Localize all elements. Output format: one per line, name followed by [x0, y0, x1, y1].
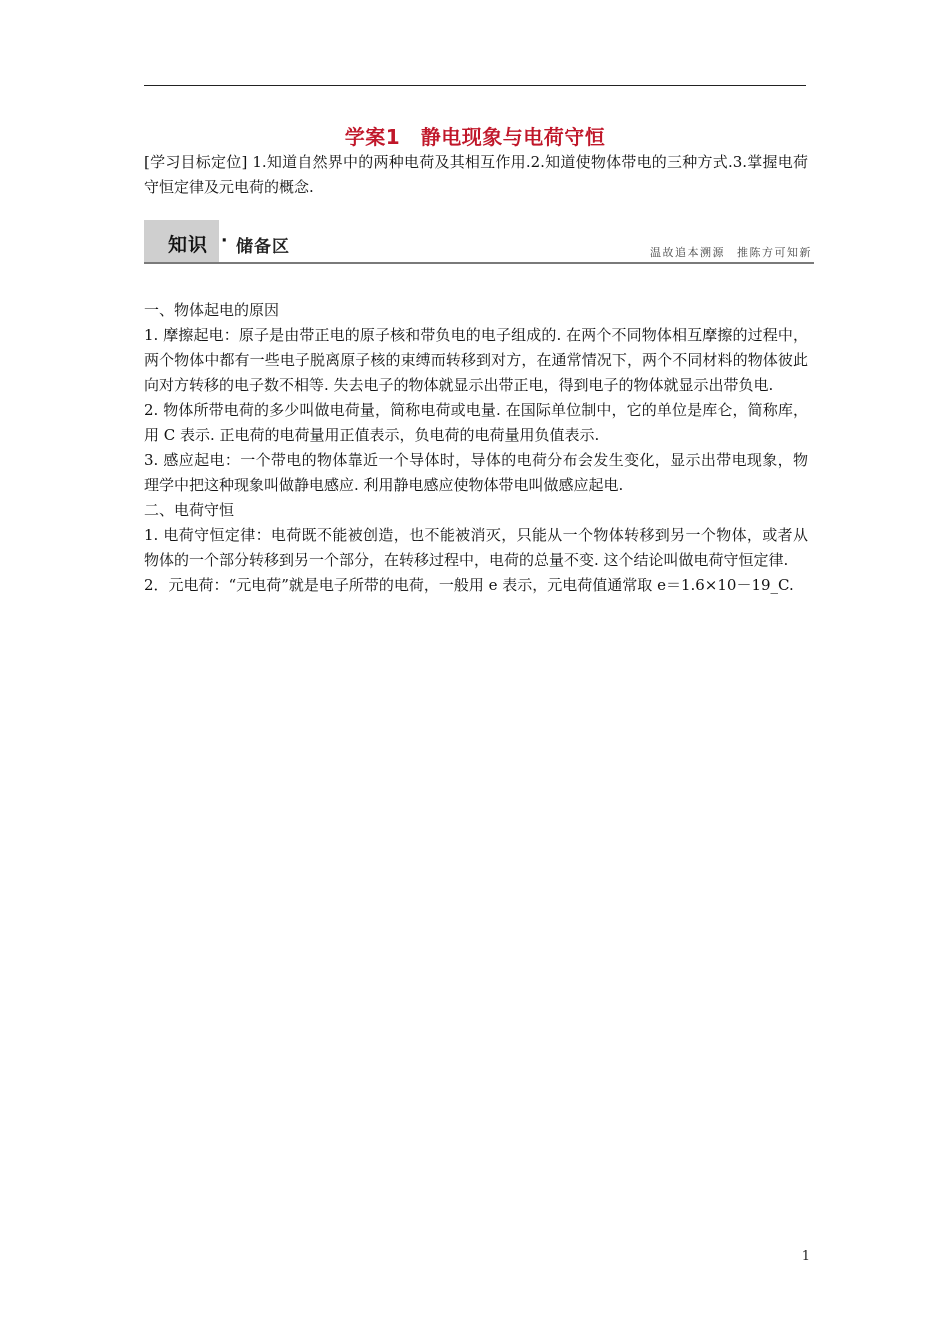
banner-tagline-right: 推陈方可知新 [737, 246, 812, 259]
main-content [144, 298, 808, 598]
paragraph-induction-charging: 3. 感应起电：一个带电的物体靠近一个导体时，导体的电荷分布会发生变化，显示出带电现象，物理学中把这种现象叫做静电感应. 利用静电感应使物体带电叫做感应起电. [144, 451, 808, 494]
header-rule [144, 85, 806, 86]
section-heading-1: 一、物体起电的原因 [144, 301, 280, 319]
page-number: 1 [801, 1249, 810, 1264]
paragraph-elementary-charge: 2．元电荷：“元电荷”就是电子所带的电荷，一般用 e 表示，元电荷值通常取 e＝1.6×10－19_C. [144, 576, 794, 594]
banner-tagline-left: 温故追本溯源 [650, 246, 725, 259]
banner-title-sub: 储备区 [236, 237, 290, 257]
section-heading-2: 二、电荷守恒 [144, 501, 235, 519]
paragraph-charge-quantity: 2. 物体所带电荷的多少叫做电荷量，简称电荷或电量. 在国际单位制中，它的单位是库仑，简称库，用 C 表示. 正电荷的电荷量用正值表示，负电荷的电荷量用负值表示. [144, 401, 808, 444]
section-banner [144, 220, 814, 264]
banner-title-main: 知识 [168, 234, 209, 256]
paragraph-conservation-law: 1. 电荷守恒定律：电荷既不能被创造，也不能被消灭，只能从一个物体转移到另一个物体，或者从物体的一个部分转移到另一个部分，在转移过程中，电荷的总量不变. 这个结论叫做电荷守恒定律. [144, 526, 808, 569]
banner-separator-dot: · [221, 231, 228, 251]
learning-objectives: [学习目标定位] 1.知道自然界中的两种电荷及其相互作用.2.知道使物体带电的三种方式.3.掌握电荷守恒定律及元电荷的概念. [144, 153, 808, 196]
banner-tagline [650, 244, 812, 260]
banner-underline [144, 262, 814, 264]
paragraph-friction-charging: 1. 摩擦起电：原子是由带正电的原子核和带负电的电子组成的. 在两个不同物体相互摩擦的过程中，两个物体中都有一些电子脱离原子核的束缚而转移到对方，在通常情况下，两个不同材料的物体彼此向对方转移的电子数不相等. 失去电子的物体就显示出带正电，得到电子的物体就显示出带负电. [144, 326, 808, 394]
document-title: 学案1 静电现象与电荷守恒 [344, 125, 606, 149]
